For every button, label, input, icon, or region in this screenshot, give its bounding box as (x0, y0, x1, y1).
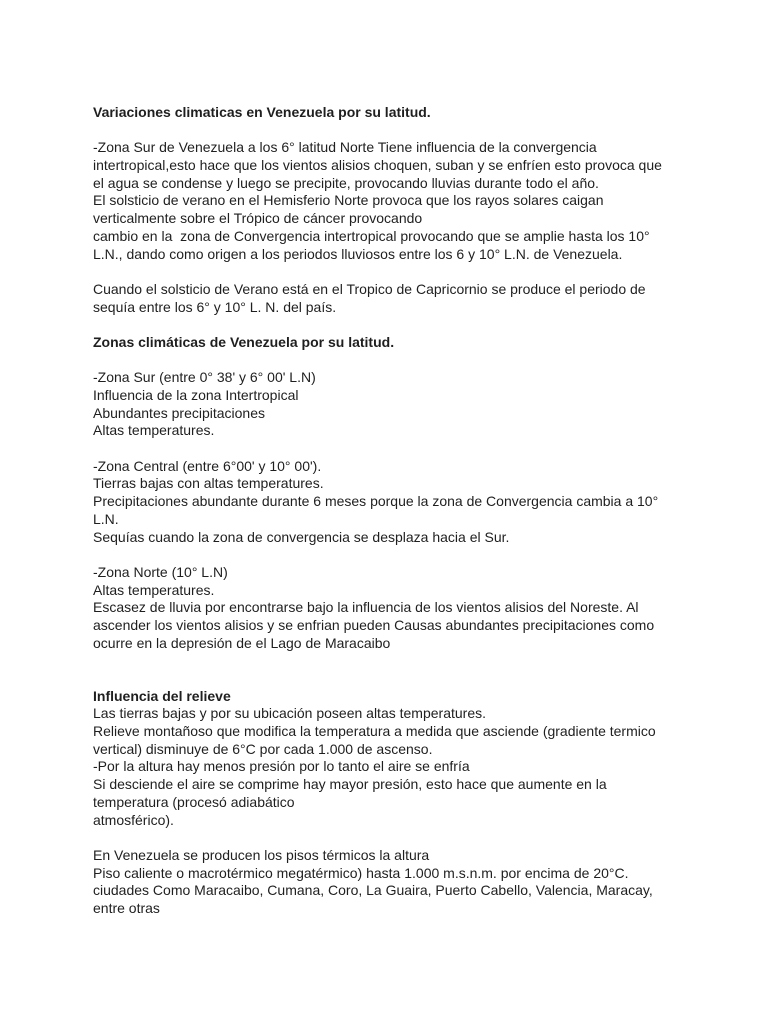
paragraph-line: Sequías cuando la zona de convergencia se desplaza hacia el Sur. (93, 528, 510, 545)
paragraph-line: Si desciende el aire se comprime hay mayor presión, esto hace que aumente en la (93, 776, 607, 793)
paragraph (93, 281, 768, 316)
paragraph-line: Piso caliente o macrotérmico megatérmico) hasta 1.000 m.s.n.m. por encima de 20°C. (93, 864, 629, 881)
paragraph-zona-sur (93, 369, 768, 440)
paragraph-line: Las tierras bajas y por su ubicación poseen altas temperatures. (93, 705, 486, 722)
paragraph-line: El solsticio de verano en el Hemisferio Norte provoca que los rayos solares caigan (93, 192, 604, 209)
paragraph-line: Abundantes precipitaciones (93, 404, 266, 421)
paragraph-line: Altas temperatures. (93, 422, 215, 439)
paragraph-line: Cuando el solsticio de Verano está en el Tropico de Capricornio se produce el periodo de (93, 280, 646, 297)
paragraph-line: -Zona Sur de Venezuela a los 6° latitud Norte Tiene influencia de la convergencia (93, 139, 597, 156)
paragraph-line: Tierras bajas con altas temperatures. (93, 475, 324, 492)
paragraph-line: intertropical,esto hace que los vientos alisios choquen, suban y se enfríen esto provoca que (93, 157, 662, 174)
paragraph-line: Relieve montañoso que modifica la temperatura a medida que asciende (gradiente termico (93, 723, 656, 740)
paragraph-line: En Venezuela se producen los pisos térmicos la altura (93, 846, 430, 863)
paragraph-line: L.N., dando como origen a los periodos lluviosos entre los 6 y 10° L.N. de Venezuela. (93, 245, 623, 262)
paragraph-line: ciudades Como Maracaibo, Cumana, Coro, La Guaira, Puerto Cabello, Valencia, Maracay, (93, 882, 653, 899)
paragraph-zona-norte (93, 564, 768, 652)
paragraph-line: entre otras (93, 899, 160, 916)
paragraph-line: -Por la altura hay menos presión por lo tanto el aire se enfría (93, 758, 470, 775)
paragraph (93, 139, 768, 263)
paragraph-line: -Zona Central (entre 6°00' y 10° 00'). (93, 457, 322, 474)
paragraph-line: -Zona Norte (10° L.N) (93, 563, 228, 580)
paragraph-line: ocurre en la depresión de el Lago de Maracaibo (93, 634, 391, 651)
paragraph-zona-central (93, 458, 768, 546)
paragraph-line: Precipitaciones abundante durante 6 meses porque la zona de Convergencia cambia a 10° (93, 493, 659, 510)
paragraph-line: el agua se condense y luego se precipite, provocando lluvias durante todo el año. (93, 174, 599, 191)
section-heading-relief-influence: Influencia del relieve (93, 687, 231, 704)
paragraph (93, 847, 768, 918)
paragraph-line: Influencia de la zona Intertropical (93, 387, 299, 403)
section-heading-latitude-variations: Variaciones climaticas en Venezuela por su latitud. (93, 104, 431, 120)
paragraph-line: L.N. (93, 510, 119, 527)
section-heading-climate-zones: Zonas climáticas de Venezuela por su latitud. (93, 333, 395, 350)
paragraph-line: atmosférico). (93, 811, 174, 828)
paragraph-line: -Zona Sur (entre 0° 38' y 6° 00' L.N) (93, 369, 316, 386)
paragraph (93, 705, 768, 829)
paragraph-line: cambio en la zona de Convergencia intertropical provocando que se amplie hasta los 10° (93, 227, 650, 244)
paragraph-line: Escasez de lluvia por encontrarse bajo la influencia de los vientos alisios del Noreste. Al (93, 599, 639, 616)
paragraph-line: temperatura (procesó adiabático (93, 793, 295, 810)
paragraph-line: verticalmente sobre el Trópico de cáncer provocando (93, 210, 423, 227)
paragraph-line: ascender los vientos alisios y se enfrian pueden Causas abundantes precipitaciones como (93, 616, 655, 633)
paragraph-line: sequía entre los 6° y 10° L. N. del país. (93, 298, 337, 315)
paragraph-line: Altas temperatures. (93, 581, 215, 598)
paragraph-line: vertical) disminuye de 6°C por cada 1.000 de ascenso. (93, 740, 433, 757)
